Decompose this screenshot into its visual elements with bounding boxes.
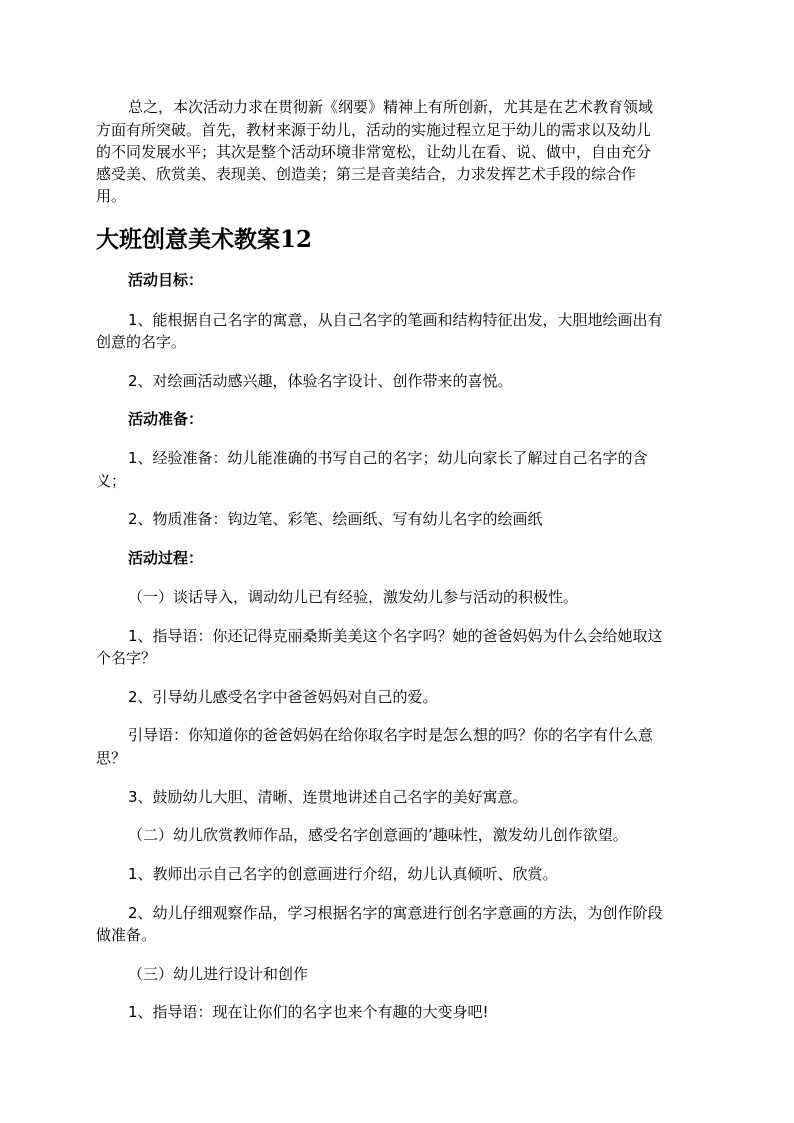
step-2-heading: （二）幼儿欣赏教师作品，感受名字创意画的’趣味性，激发幼儿创作欲望。 bbox=[128, 826, 628, 844]
prep-heading: 活动准备： bbox=[128, 410, 204, 428]
goal-1-line-2: 创意的名字。 bbox=[96, 333, 187, 351]
step-1-item-1-line-2: 个名字？ bbox=[96, 649, 157, 667]
prep-1-line-2: 义； bbox=[96, 472, 127, 490]
prep-1-line-1: 1、经验准备：幼儿能准确的书写自己的名字；幼儿向家长了解过自己名字的含 bbox=[128, 449, 648, 467]
step-1-heading: （一）谈话导入，调动幼儿已有经验，激发幼儿参与活动的积极性。 bbox=[128, 588, 579, 606]
step-3-item-1: 1、指导语：现在让你们的名字也来个有趣的大变身吧! bbox=[128, 1003, 489, 1021]
step-2-item-2-line-2: 做准备。 bbox=[96, 926, 157, 944]
step-1-guide-line-1: 引导语：你知道你的爸爸妈妈在给你取名字时是怎么想的吗？你的名字有什么意 bbox=[128, 726, 654, 744]
prep-2: 2、物质准备：钩边笔、彩笔、绘画纸、写有幼儿名字的绘画纸 bbox=[128, 510, 543, 528]
intro-line-5: 用。 bbox=[96, 187, 127, 205]
process-heading: 活动过程： bbox=[128, 549, 204, 567]
intro-line-1: 总之，本次活动力求在贯彻新《纲要》精神上有所创新，尤其是在艺术教育领域 bbox=[128, 98, 654, 116]
step-3-heading: （三）幼儿进行设计和创作 bbox=[128, 965, 309, 983]
goal-2: 2、对绘画活动感兴趣，体验名字设计、创作带来的喜悦。 bbox=[128, 372, 513, 390]
goals-heading: 活动目标： bbox=[128, 271, 204, 289]
step-2-item-2-line-1: 2、幼儿仔细观察作品，学习根据名字的寓意进行创名字意画的方法，为创作阶段 bbox=[128, 904, 663, 922]
step-1-item-3: 3、鼓励幼儿大胆、清晰、连贯地讲述自己名字的美好寓意。 bbox=[128, 788, 528, 806]
intro-line-2: 方面有所突破。首先，教材来源于幼儿，活动的实施过程立足于幼儿的需求以及幼儿 bbox=[96, 121, 652, 139]
step-1-item-1-line-1: 1、指导语：你还记得克丽桑斯美美这个名字吗？她的爸爸妈妈为什么会给她取这 bbox=[128, 627, 663, 645]
step-2-item-1: 1、教师出示自己名字的创意画进行介绍，幼儿认真倾听、欣赏。 bbox=[128, 865, 558, 883]
step-1-item-2: 2、引导幼儿感受名字中爸爸妈妈对自己的爱。 bbox=[128, 688, 438, 706]
step-1-guide-line-2: 思？ bbox=[96, 749, 127, 767]
intro-line-3: 的不同发展水平；其次是整个活动环境非常宽松，让幼儿在看、说、做中，自由充分 bbox=[96, 143, 652, 161]
goal-1-line-1: 1、能根据自己名字的寓意，从自己名字的笔画和结构特征出发，大胆地绘画出有 bbox=[128, 311, 663, 329]
intro-line-4: 感受美、欣赏美、表现美、创造美；第三是音美结合，力求发挥艺术手段的综合作 bbox=[96, 165, 637, 183]
section-title: 大班创意美术教案12 bbox=[96, 226, 313, 253]
